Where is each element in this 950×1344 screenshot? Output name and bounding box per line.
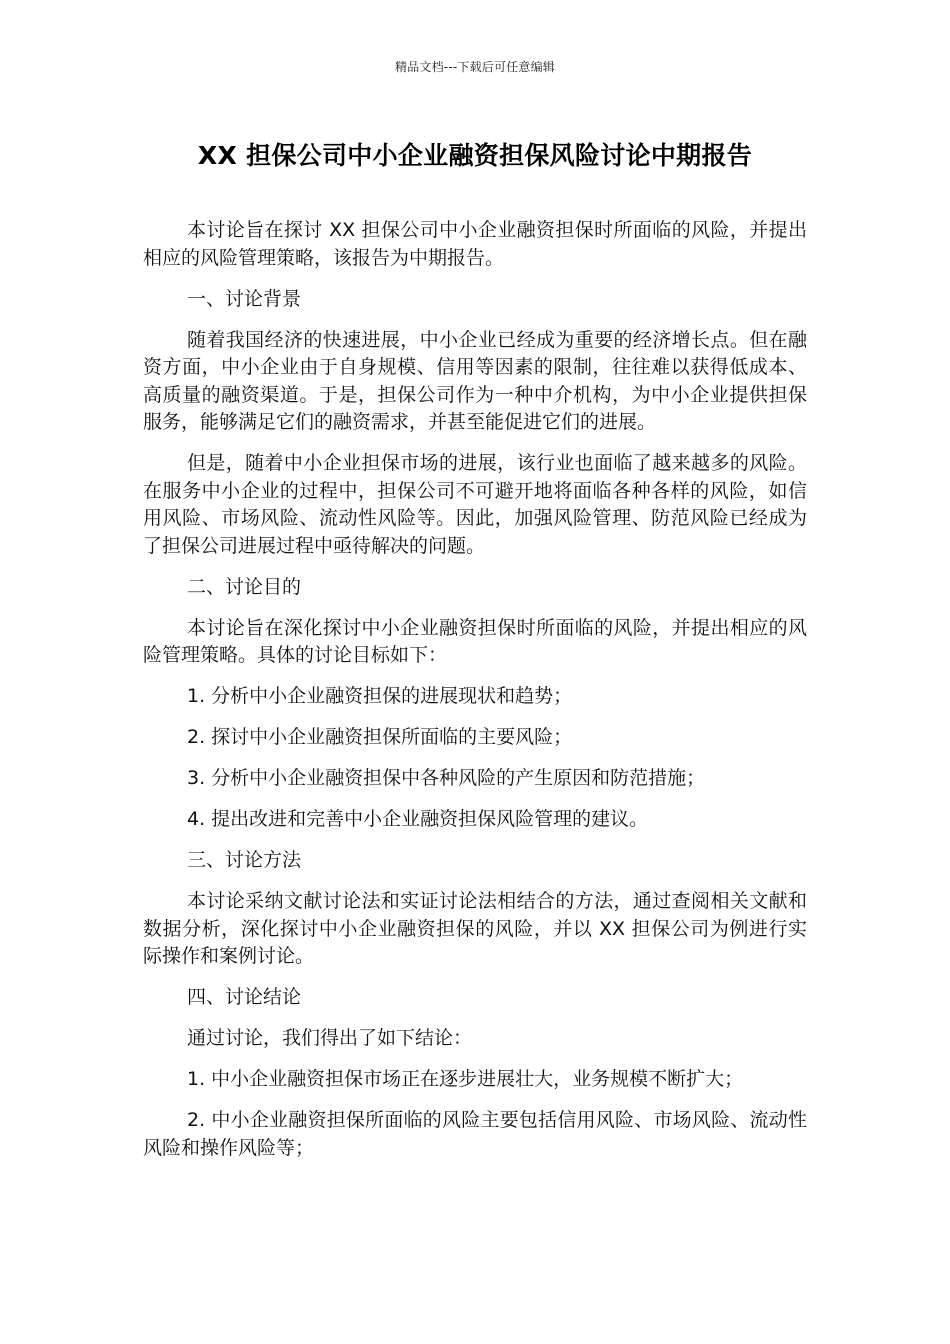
section-heading-background: 一、讨论背景: [187, 287, 302, 310]
purpose-list-item-1: 1. 分析中小企业融资担保的进展现状和趋势；: [187, 685, 573, 707]
background-paragraph-2: 但是，随着中小企业担保市场的进展，该行业也面临了越来越多的风险。在服务中小企业的过程中，担保公司不可避开地将面临各种各样的风险，如信用风险、市场风险、流动性风险等。因此，加强风险管理、防范风险已经成为了担保公司进展过程中亟待解决的问题。: [143, 452, 807, 557]
purpose-paragraph: 本讨论旨在深化探讨中小企业融资担保时所面临的风险，并提出相应的风险管理策略。具体的讨论目标如下：: [143, 616, 807, 666]
method-paragraph: 本讨论采纳文献讨论法和实证讨论法相结合的方法，通过查阅相关文献和数据分析，深化探讨中小企业融资担保的风险，并以 XX 担保公司为例进行实际操作和案例讨论。: [143, 890, 807, 967]
conclusion-list-item-1: 1. 中小企业融资担保市场正在逐步进展壮大，业务规模不断扩大；: [187, 1068, 744, 1090]
purpose-list-item-2: 2. 探讨中小企业融资担保所面临的主要风险；: [187, 726, 573, 748]
intro-paragraph: 本讨论旨在探讨 XX 担保公司中小企业融资担保时所面临的风险，并提出相应的风险管理策略，该报告为中期报告。: [143, 219, 807, 269]
document-title: XX 担保公司中小企业融资担保风险讨论中期报告: [197, 141, 753, 170]
document-body: [143, 217, 807, 1176]
background-paragraph-1: 随着我国经济的快速进展，中小企业已经成为重要的经济增长点。但在融资方面，中小企业由于自身规模、信用等因素的限制，往往难以获得低成本、高质量的融资渠道。于是，担保公司作为一种中介机构，为中小企业提供担保服务，能够满足它们的融资需求，并甚至能促进它们的进展。: [143, 328, 807, 433]
section-heading-method: 三、讨论方法: [187, 849, 302, 871]
header-watermark: 精品文档---下载后可任意编辑: [395, 60, 555, 74]
purpose-list-item-4: 4. 提出改进和完善中小企业融资担保风险管理的建议。: [187, 808, 649, 830]
conclusion-intro: 通过讨论，我们得出了如下结论：: [187, 1027, 473, 1049]
section-heading-conclusion: 四、讨论结论: [187, 986, 302, 1008]
purpose-list-item-3: 3. 分析中小企业融资担保中各种风险的产生原因和防范措施；: [187, 767, 706, 789]
section-heading-purpose: 二、讨论目的: [187, 575, 302, 598]
conclusion-list-item-2: 2. 中小企业融资担保所面临的风险主要包括信用风险、市场风险、流动性风险和操作风险等；: [143, 1109, 807, 1159]
